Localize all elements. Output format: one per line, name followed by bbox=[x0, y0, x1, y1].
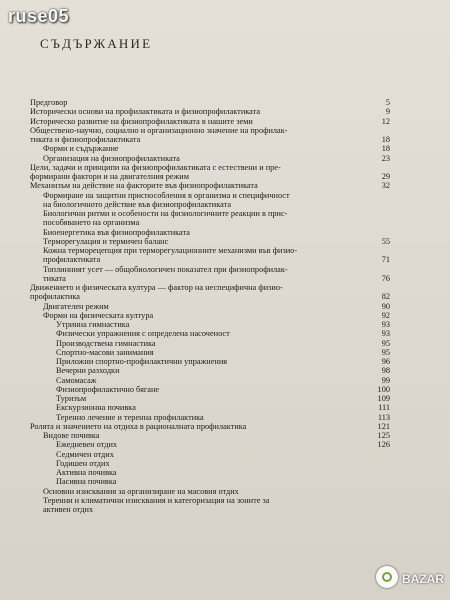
toc-entry-title: Теренно лечение и теренна профилактика bbox=[56, 412, 204, 422]
toc-entry bbox=[30, 237, 390, 246]
toc-entry-title: Активна почивка bbox=[56, 468, 117, 477]
toc-entry bbox=[30, 440, 390, 449]
toc-entry-page: 113 bbox=[377, 412, 390, 422]
toc-entry bbox=[30, 98, 390, 107]
toc-entry-title: Основни изисквания за организиране на масовия отдих bbox=[43, 486, 239, 496]
toc-entry bbox=[30, 172, 390, 181]
toc-entry bbox=[30, 431, 390, 440]
page-title: СЪДЪРЖАНИЕ bbox=[40, 36, 153, 51]
toc-entry bbox=[30, 505, 390, 514]
toc-entry-title: Физиопрофилактично бягане bbox=[56, 384, 160, 394]
toc-entry-title: формирани фактори и на двигателния режим bbox=[30, 172, 189, 181]
toc-entry-page: 93 bbox=[381, 329, 390, 339]
toc-entry-title: Самомасаж bbox=[56, 375, 97, 385]
toc-entry-title: Двигателен режим bbox=[43, 301, 109, 311]
watermark-bazar: BAZAR bbox=[402, 572, 444, 586]
toc-entry-title: Видове почивка bbox=[43, 431, 100, 440]
toc-entry-page: 109 bbox=[377, 394, 390, 403]
toc-entry-title: Кожна терморецепция при терморегулационните механизми във физио- bbox=[43, 246, 298, 255]
toc-entry bbox=[30, 126, 390, 135]
toc-entry-title: Форми и съдържание bbox=[43, 144, 119, 154]
toc-entry bbox=[30, 385, 390, 394]
toc-entry bbox=[30, 228, 390, 237]
toc-entry bbox=[30, 339, 390, 348]
toc-entry-page: 18 bbox=[381, 135, 390, 144]
toc-entry-title: Историческо развитие на физиопрофилактиката в нашите земи bbox=[30, 116, 253, 126]
toc-entry-title: Физически упражнения с определена насоченост bbox=[56, 329, 230, 339]
toc-entry bbox=[30, 191, 390, 200]
toc-entry-page: 93 bbox=[381, 320, 390, 329]
toc-entry-page: 76 bbox=[381, 273, 390, 283]
toc-entry-title: Предговор bbox=[30, 98, 68, 107]
toc-entry bbox=[30, 403, 390, 412]
toc-entry-page: 29 bbox=[381, 172, 390, 181]
toc-entry-title: Формиране на защитни приспособления в организма и специфичност bbox=[43, 190, 290, 200]
toc-entry-title: тиката и физиопрофилактиката bbox=[30, 135, 141, 144]
toc-entry-title: Производствена гимнастика bbox=[56, 338, 156, 348]
toc-entry-page: 32 bbox=[381, 181, 390, 191]
toc-entry-title: Ролята и значението на отдиха в рационалната профилактика bbox=[30, 421, 247, 431]
toc-entry-title: Годишен отдих bbox=[56, 458, 110, 468]
toc-entry-title: Механизъм на действие на факторите във физиопрофилактиката bbox=[30, 181, 258, 191]
toc-entry bbox=[30, 477, 390, 486]
toc-entry-page: 92 bbox=[381, 310, 390, 320]
toc-entry-title: Исторически основи на профилактиката и физиопрофилактиката bbox=[30, 107, 261, 117]
toc-entry bbox=[30, 283, 390, 292]
toc-entry-page: 71 bbox=[381, 255, 390, 265]
toc-entry-page: 23 bbox=[381, 153, 390, 163]
toc-entry bbox=[30, 274, 390, 283]
toc-entry bbox=[30, 292, 390, 301]
toc-entry-page: 95 bbox=[381, 347, 390, 357]
toc-entry-title: профилактика bbox=[30, 292, 80, 302]
toc-entry-title: Топлинният усет — общобиологичен показател при физиопрофилак- bbox=[43, 264, 288, 274]
watermark-ruse05: ruse05 bbox=[8, 6, 70, 26]
toc-entry bbox=[30, 218, 390, 227]
toc-entry-title: Терморегулация и термичен баланс bbox=[43, 236, 169, 246]
toc-entry-title: Вечерни разходки bbox=[56, 366, 120, 376]
bazar-logo-icon bbox=[376, 566, 398, 588]
toc-entry-title: Ежедневен отдих bbox=[56, 440, 118, 450]
toc-entry-page: 18 bbox=[381, 144, 390, 154]
toc-entry-page: 55 bbox=[381, 236, 390, 246]
toc-entry bbox=[30, 450, 390, 459]
toc-entry-page: 126 bbox=[377, 440, 390, 450]
toc-entry-title: Цели, задачи и принципи на физиопрофилактиката с естествени и пре- bbox=[30, 162, 281, 172]
toc-entry-title: Екскурзионна почивка bbox=[56, 403, 136, 413]
toc-entry bbox=[30, 487, 390, 496]
toc-entry bbox=[30, 144, 390, 153]
toc-entry bbox=[30, 163, 390, 172]
toc-entry bbox=[30, 265, 390, 274]
toc-entry bbox=[30, 366, 390, 375]
toc-entry bbox=[30, 311, 390, 320]
toc-entry-page: 9 bbox=[385, 107, 390, 117]
toc-entry-page: 90 bbox=[381, 301, 390, 311]
toc-entry-page: 125 bbox=[377, 431, 390, 440]
toc-entry-title: Туризъм bbox=[56, 394, 87, 403]
toc-entry-title: Приложни спортно-профилактични упражнения bbox=[56, 357, 228, 366]
toc-entry-title: Биоенергетика във физиопрофилактиката bbox=[43, 227, 190, 237]
toc-entry-page: 121 bbox=[377, 421, 390, 431]
toc-entry bbox=[30, 135, 390, 144]
toc-entry bbox=[30, 181, 390, 190]
toc-entry-title: Утринна гимнастика bbox=[56, 320, 130, 329]
toc-entry-title: активен отдих bbox=[43, 505, 94, 514]
toc-entry bbox=[30, 117, 390, 126]
toc-entry-page: 111 bbox=[378, 403, 390, 413]
toc-entry bbox=[30, 422, 390, 431]
toc-entry-title: Движението и физическата култура — фактор на неспецифична физио- bbox=[30, 283, 283, 292]
toc-entry bbox=[30, 459, 390, 468]
toc-entry-page: 82 bbox=[381, 292, 390, 302]
toc-entry-page: 100 bbox=[377, 384, 390, 394]
toc-entry bbox=[30, 348, 390, 357]
toc-entry-title: Пасивна почивка bbox=[56, 477, 117, 487]
toc-entry bbox=[30, 394, 390, 403]
toc-entry-title: Седмичен отдих bbox=[56, 449, 114, 459]
toc-entry bbox=[30, 376, 390, 385]
toc-entry-title: Теренни и климатични изисквания и категоризация на зоните за bbox=[43, 495, 270, 505]
toc-entry-page: 5 bbox=[385, 98, 390, 107]
toc-entry-title: Форми на физическата култура bbox=[43, 310, 154, 320]
toc-entry-page: 96 bbox=[381, 357, 390, 366]
toc-entry bbox=[30, 357, 390, 366]
toc-entry-page: 98 bbox=[381, 366, 390, 376]
toc-entry bbox=[30, 154, 390, 163]
toc-entry bbox=[30, 413, 390, 422]
toc-entry bbox=[30, 468, 390, 477]
toc-entry bbox=[30, 496, 390, 505]
toc-entry bbox=[30, 246, 390, 255]
toc-entry-title: Спортно-масови занимания bbox=[56, 347, 154, 357]
toc-entry bbox=[30, 302, 390, 311]
toc-entry-title: тиката bbox=[43, 273, 66, 283]
toc-entry bbox=[30, 107, 390, 116]
toc-entry bbox=[30, 200, 390, 209]
toc-entry bbox=[30, 329, 390, 338]
toc-entry-title: профилактиката bbox=[43, 255, 101, 265]
toc-entry-page: 95 bbox=[381, 338, 390, 348]
toc-entry-page: 99 bbox=[381, 375, 390, 385]
toc-entry bbox=[30, 320, 390, 329]
toc-entry-title: Биологични ритми и особености на физиологичните реакции в прис- bbox=[43, 209, 288, 218]
toc-entry-title: на биологичното действие във физиопрофилактиката bbox=[43, 199, 232, 209]
toc-entry-page: 12 bbox=[381, 116, 390, 126]
toc-entry-title: Организация на физиопрофилактиката bbox=[43, 153, 180, 163]
toc-entry-title: пособяването на организма bbox=[43, 218, 140, 228]
toc-entry bbox=[30, 209, 390, 218]
toc-entry-title: Обществено-научно, социално и организационно значение на профилак- bbox=[30, 125, 288, 135]
toc-entry bbox=[30, 255, 390, 264]
